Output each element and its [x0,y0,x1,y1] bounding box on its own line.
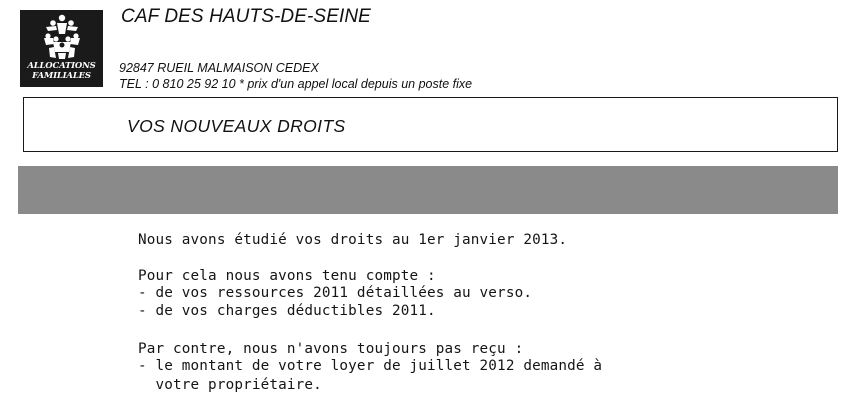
letter-line: - de vos ressources 2011 détaillées au verso. [138,285,533,301]
title-frame [23,97,838,152]
family-icon [40,14,84,60]
letter-line: Par contre, nous n'avons toujours pas reçu : [138,341,524,357]
organization-name: CAF DES HAUTS-DE-SEINE [121,6,371,27]
phone-line: TEL : 0 810 25 92 10 * prix d'un appel local depuis un poste fixe [119,76,473,91]
caf-logo [20,10,103,87]
document-title: VOS NOUVEAUX DROITS [127,116,346,136]
letter-line: Pour cela nous avons tenu compte : [138,268,436,284]
letter-line: Nous avons étudié vos droits au 1er janvier 2013. [138,232,568,248]
gray-band [18,166,838,214]
letter-line: votre propriétaire. [138,377,322,393]
logo-text-line2: FAMILIALES [32,71,91,81]
postal-address: 92847 RUEIL MALMAISON CEDEX [119,61,319,75]
letter-line: - de vos charges déductibles 2011. [138,303,436,319]
contact-block [119,61,472,92]
logo-text-line1: ALLOCATIONS [27,61,96,71]
letter-line: - le montant de votre loyer de juillet 2012 demandé à [138,358,603,374]
